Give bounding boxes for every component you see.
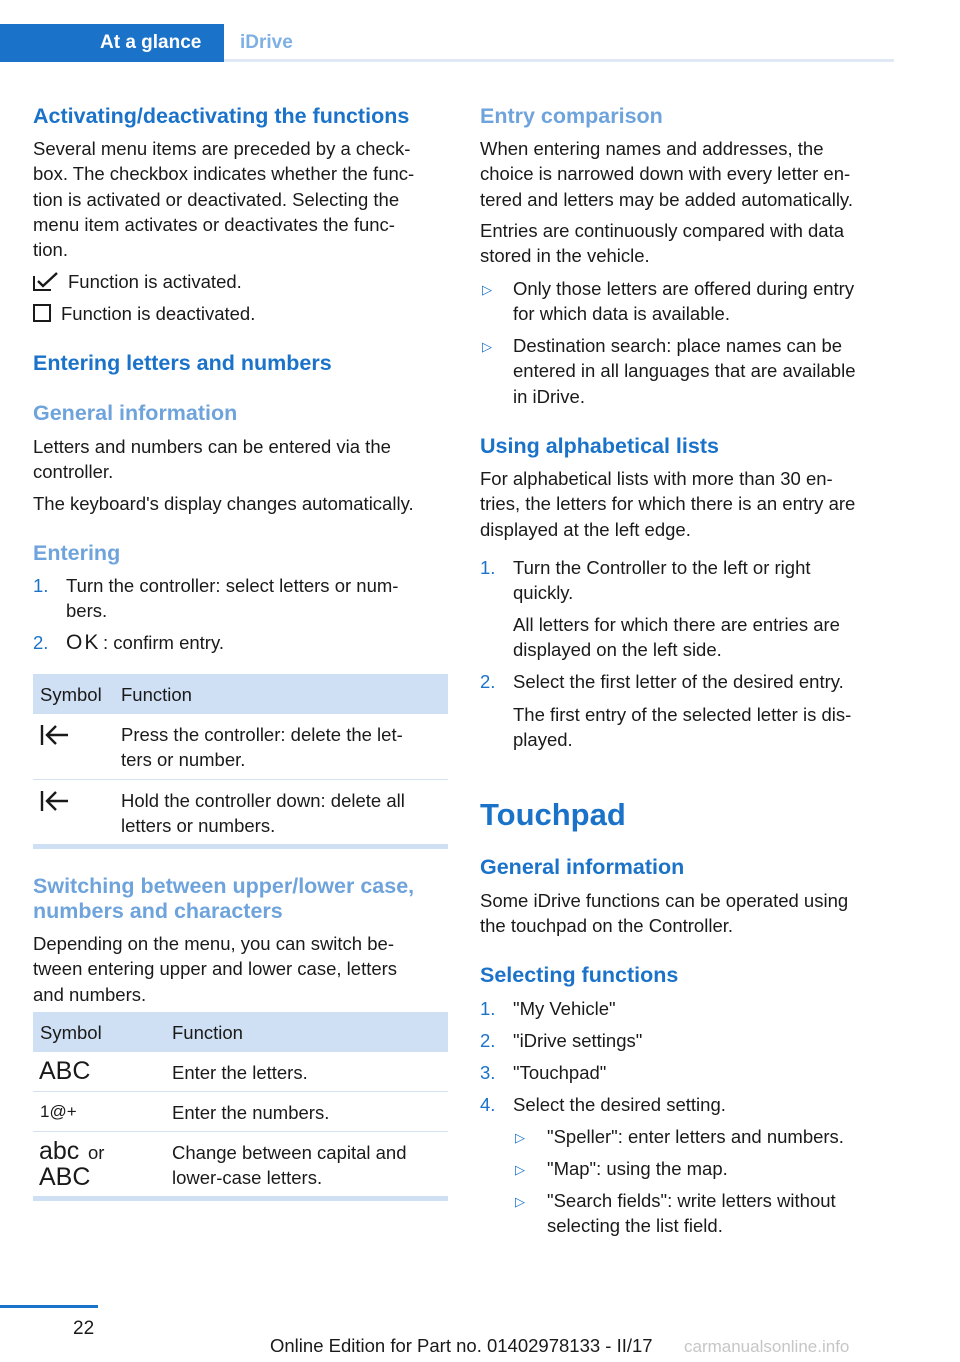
table1-end-rule	[33, 844, 448, 849]
switching-text: Depending on the menu, you can switch be- tween entering upper and lower case, letters and numbers.	[33, 933, 398, 1005]
abc-uppercase-icon: ABC	[39, 1163, 91, 1191]
touchpad-general-text: Some iDrive functions can be operated using the touchpad on the Controller.	[480, 890, 849, 937]
list-item: "Map": using the map.	[547, 1158, 728, 1179]
function-deactivated-text: Function is deactivated.	[61, 303, 256, 324]
list-item: "iDrive settings"	[513, 1030, 643, 1051]
table2-header-symbol: Symbol	[40, 1022, 102, 1043]
general-info-title: General information	[33, 401, 238, 425]
abc-uppercase-icon: ABC	[39, 1057, 91, 1085]
alpha-step-2-detail: The first entry of the selected letter is dis- played.	[513, 704, 852, 751]
selecting-functions-title: Selecting functions	[480, 963, 679, 987]
alphabetical-lists-text: For alphabetical lists with more than 30 en- tries, the letters for which there is an entry are displayed at the left edge.	[480, 468, 856, 540]
list-item: "Touchpad"	[513, 1062, 607, 1083]
delete-icon	[40, 724, 70, 746]
entry-comparison-text-2: Entries are continuously compared with data stored in the vehicle.	[480, 220, 845, 267]
entry-comparison-title: Entry comparison	[480, 104, 663, 128]
confirm-entry-text: : confirm entry.	[103, 632, 224, 653]
numbers-symbols-icon: 1@+	[40, 1102, 77, 1121]
row-divider	[33, 1131, 448, 1132]
bullet-triangle-icon: ▷	[482, 282, 492, 297]
switching-title: Switching between upper/lower case, numbers and characters	[33, 874, 415, 923]
footer-rule	[0, 1305, 98, 1308]
step-number: 4.	[480, 1094, 496, 1115]
step-number: 2.	[33, 632, 49, 653]
list-item: "My Vehicle"	[513, 998, 616, 1019]
edition-text: Online Edition for Part no. 01402978133 - II/17	[270, 1335, 653, 1356]
checkbox-checked-icon	[33, 272, 61, 292]
delete-icon	[40, 790, 70, 812]
header-rule	[224, 59, 894, 62]
table2-end-rule	[33, 1196, 448, 1201]
function-activated-text: Function is activated.	[68, 271, 242, 292]
row-divider	[33, 1091, 448, 1092]
step-number: 1.	[480, 557, 496, 578]
table-row: Enter the letters.	[172, 1062, 308, 1083]
bullet-triangle-icon: ▷	[515, 1162, 525, 1177]
step-number: 2.	[480, 1030, 496, 1051]
tab-at-a-glance[interactable]: At a glance	[100, 32, 202, 53]
table-row: Change between capital and lower-case letters.	[172, 1142, 407, 1189]
step-number: 1.	[33, 575, 49, 596]
bullet-triangle-icon: ▷	[515, 1194, 525, 1209]
bullet-triangle-icon: ▷	[482, 339, 492, 354]
abc-lowercase-icon: abc	[39, 1137, 80, 1165]
alpha-step-1: Turn the Controller to the left or right quickly.	[513, 557, 811, 604]
list-item: Destination search: place names can be entered in all languages that are available in iDrive.	[513, 335, 856, 407]
table-row: Hold the controller down: delete all letters or numbers.	[121, 790, 405, 837]
table2-header-function: Function	[172, 1022, 243, 1043]
table2-header	[33, 1012, 448, 1052]
table1-header-symbol: Symbol	[40, 684, 102, 705]
row-divider	[33, 779, 448, 780]
alpha-step-2: Select the first letter of the desired entry.	[513, 671, 844, 692]
touchpad-title: Touchpad	[480, 797, 626, 832]
ok-icon: OK	[66, 631, 101, 654]
table1-header-function: Function	[121, 684, 192, 705]
touchpad-general-title: General information	[480, 855, 685, 879]
watermark: carmanualsonline.info	[684, 1337, 850, 1356]
step-number: 3.	[480, 1062, 496, 1083]
activating-title: Activating/deactivating the functions	[33, 104, 410, 128]
alphabetical-lists-title: Using alphabetical lists	[480, 434, 719, 458]
alpha-step-1-detail: All letters for which there are entries are displayed on the left side.	[513, 614, 840, 661]
list-item: Only those letters are offered during entry for which data is available.	[513, 278, 855, 325]
checkbox-empty-icon	[33, 304, 53, 324]
list-item: Select the desired setting.	[513, 1094, 726, 1115]
list-item: "Speller": enter letters and numbers.	[547, 1126, 844, 1147]
activating-text: Several menu items are preceded by a check- box. The checkbox indicates whether the func- tion is activated or deactivated. Selecting the menu item activates or deactivates the func- tion.	[33, 138, 415, 261]
bullet-triangle-icon: ▷	[515, 1130, 525, 1145]
list-item: "Search fields": write letters without selecting the list field.	[547, 1190, 836, 1237]
general-info-text: Letters and numbers can be entered via the controller.	[33, 436, 391, 483]
entering-letters-title: Entering letters and numbers	[33, 351, 332, 375]
entering-title: Entering	[33, 541, 121, 565]
tab-idrive[interactable]: iDrive	[240, 32, 293, 53]
keyboard-text: The keyboard's display changes automatically.	[33, 493, 414, 514]
entering-step-1: Turn the controller: select letters or num- bers.	[66, 575, 399, 622]
step-number: 2.	[480, 671, 496, 692]
entry-comparison-text: When entering names and addresses, the choice is narrowed down with every letter en- tered and letters may be added automatically.	[480, 138, 853, 210]
table-row: Press the controller: delete the let- ters or number.	[121, 724, 403, 771]
or-text: or	[88, 1142, 105, 1163]
table1-header	[33, 674, 448, 714]
step-number: 1.	[480, 998, 496, 1019]
table-row: Enter the numbers.	[172, 1102, 330, 1123]
page-number: 22	[73, 1318, 95, 1339]
